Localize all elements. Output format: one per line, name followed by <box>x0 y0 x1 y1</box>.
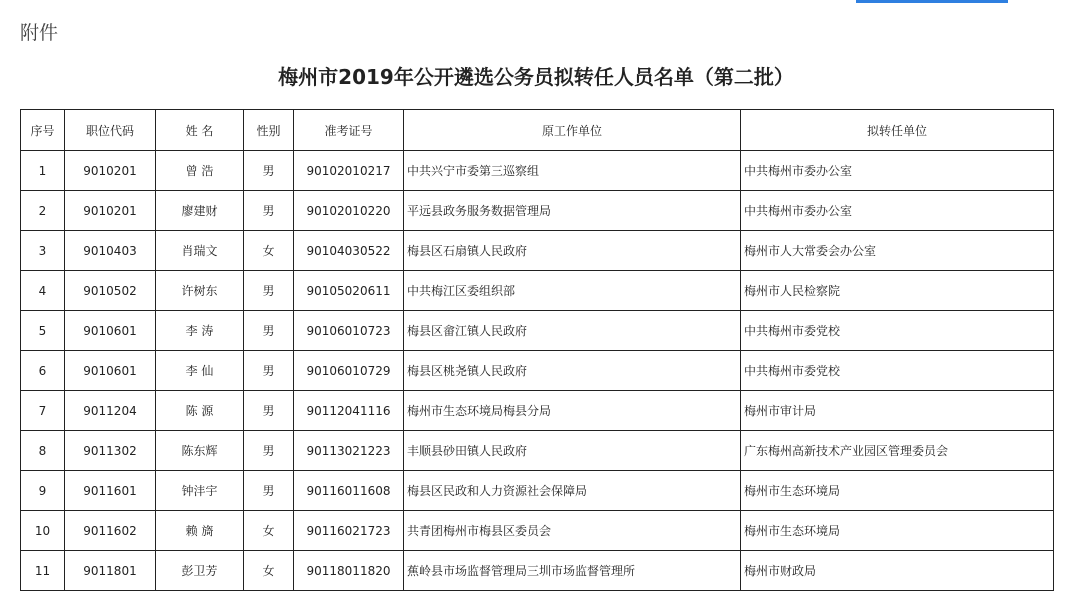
table-row <box>21 311 1054 351</box>
cell-name: 陈 源 <box>156 391 244 431</box>
cell-name: 许树东 <box>156 271 244 311</box>
cell-position-code: 9010601 <box>65 311 156 351</box>
cell-name: 曾 浩 <box>156 151 244 191</box>
table-row <box>21 191 1054 231</box>
cell-original-unit: 梅县区石扇镇人民政府 <box>404 231 741 271</box>
cell-gender: 男 <box>244 471 294 511</box>
cell-target-unit: 中共梅州市委党校 <box>741 311 1054 351</box>
cell-gender: 男 <box>244 191 294 231</box>
cell-exam-number: 90104030522 <box>294 231 404 271</box>
column-header-original-unit: 原工作单位 <box>404 110 741 151</box>
cell-gender: 男 <box>244 351 294 391</box>
table-row <box>21 351 1054 391</box>
cell-gender: 女 <box>244 231 294 271</box>
cell-gender: 男 <box>244 271 294 311</box>
table-row <box>21 391 1054 431</box>
table-row <box>21 231 1054 271</box>
cell-index: 4 <box>21 271 65 311</box>
page-title: 梅州市2019年公开遴选公务员拟转任人员名单（第二批） <box>278 65 794 89</box>
cell-position-code: 9010201 <box>65 191 156 231</box>
cell-name: 李 仙 <box>156 351 244 391</box>
cell-exam-number: 90106010723 <box>294 311 404 351</box>
cell-position-code: 9010403 <box>65 231 156 271</box>
column-header-index: 序号 <box>21 110 65 151</box>
cell-index: 9 <box>21 471 65 511</box>
cell-gender: 女 <box>244 551 294 591</box>
cell-position-code: 9011601 <box>65 471 156 511</box>
cell-target-unit: 中共梅州市委办公室 <box>741 151 1054 191</box>
column-header-target-unit: 拟转任单位 <box>741 110 1054 151</box>
cell-name: 陈东辉 <box>156 431 244 471</box>
cell-index: 1 <box>21 151 65 191</box>
cell-position-code: 9011801 <box>65 551 156 591</box>
cell-exam-number: 90102010217 <box>294 151 404 191</box>
cell-exam-number: 90112041116 <box>294 391 404 431</box>
table-row <box>21 471 1054 511</box>
cell-name: 廖建财 <box>156 191 244 231</box>
cell-name: 肖瑞文 <box>156 231 244 271</box>
cell-index: 7 <box>21 391 65 431</box>
table-row <box>21 431 1054 471</box>
cell-original-unit: 梅县区民政和人力资源社会保障局 <box>404 471 741 511</box>
cell-exam-number: 90116011608 <box>294 471 404 511</box>
column-header-exam-number: 准考证号 <box>294 110 404 151</box>
table-row <box>21 511 1054 551</box>
cell-target-unit: 梅州市生态环境局 <box>741 471 1054 511</box>
cell-original-unit: 丰顺县砂田镇人民政府 <box>404 431 741 471</box>
cell-gender: 男 <box>244 311 294 351</box>
cell-exam-number: 90116021723 <box>294 511 404 551</box>
cell-target-unit: 梅州市人大常委会办公室 <box>741 231 1054 271</box>
column-header-position-code: 职位代码 <box>65 110 156 151</box>
cell-exam-number: 90105020611 <box>294 271 404 311</box>
table-row <box>21 271 1054 311</box>
cell-original-unit: 梅县区畲江镇人民政府 <box>404 311 741 351</box>
cell-original-unit: 中共梅江区委组织部 <box>404 271 741 311</box>
table-row <box>21 151 1054 191</box>
cell-target-unit: 梅州市财政局 <box>741 551 1054 591</box>
cell-name: 彭卫芳 <box>156 551 244 591</box>
transfer-roster-table <box>20 109 1054 591</box>
cell-exam-number: 90118011820 <box>294 551 404 591</box>
cell-position-code: 9011602 <box>65 511 156 551</box>
column-header-gender: 性别 <box>244 110 294 151</box>
top-accent-bar <box>856 0 1008 3</box>
cell-original-unit: 平远县政务服务数据管理局 <box>404 191 741 231</box>
cell-original-unit: 共青团梅州市梅县区委员会 <box>404 511 741 551</box>
cell-original-unit: 蕉岭县市场监督管理局三圳市场监督管理所 <box>404 551 741 591</box>
cell-position-code: 9011204 <box>65 391 156 431</box>
cell-position-code: 9010601 <box>65 351 156 391</box>
attachment-label: 附件 <box>20 22 59 44</box>
cell-original-unit: 梅州市生态环境局梅县分局 <box>404 391 741 431</box>
cell-index: 3 <box>21 231 65 271</box>
column-header-name: 姓 名 <box>156 110 244 151</box>
cell-target-unit: 中共梅州市委办公室 <box>741 191 1054 231</box>
cell-original-unit: 梅县区桃尧镇人民政府 <box>404 351 741 391</box>
cell-target-unit: 中共梅州市委党校 <box>741 351 1054 391</box>
cell-target-unit: 梅州市审计局 <box>741 391 1054 431</box>
cell-gender: 男 <box>244 151 294 191</box>
cell-name: 钟沣宇 <box>156 471 244 511</box>
cell-name: 赖 旖 <box>156 511 244 551</box>
cell-name: 李 涛 <box>156 311 244 351</box>
cell-gender: 女 <box>244 511 294 551</box>
table-row <box>21 551 1054 591</box>
cell-original-unit: 中共兴宁市委第三巡察组 <box>404 151 741 191</box>
cell-exam-number: 90106010729 <box>294 351 404 391</box>
cell-exam-number: 90102010220 <box>294 191 404 231</box>
cell-index: 11 <box>21 551 65 591</box>
cell-gender: 男 <box>244 431 294 471</box>
cell-index: 10 <box>21 511 65 551</box>
cell-target-unit: 梅州市人民检察院 <box>741 271 1054 311</box>
cell-position-code: 9010201 <box>65 151 156 191</box>
cell-index: 8 <box>21 431 65 471</box>
table-header-row <box>21 110 1054 151</box>
cell-position-code: 9011302 <box>65 431 156 471</box>
cell-index: 2 <box>21 191 65 231</box>
cell-target-unit: 梅州市生态环境局 <box>741 511 1054 551</box>
cell-position-code: 9010502 <box>65 271 156 311</box>
cell-index: 5 <box>21 311 65 351</box>
cell-gender: 男 <box>244 391 294 431</box>
cell-target-unit: 广东梅州高新技术产业园区管理委员会 <box>741 431 1054 471</box>
cell-index: 6 <box>21 351 65 391</box>
cell-exam-number: 90113021223 <box>294 431 404 471</box>
